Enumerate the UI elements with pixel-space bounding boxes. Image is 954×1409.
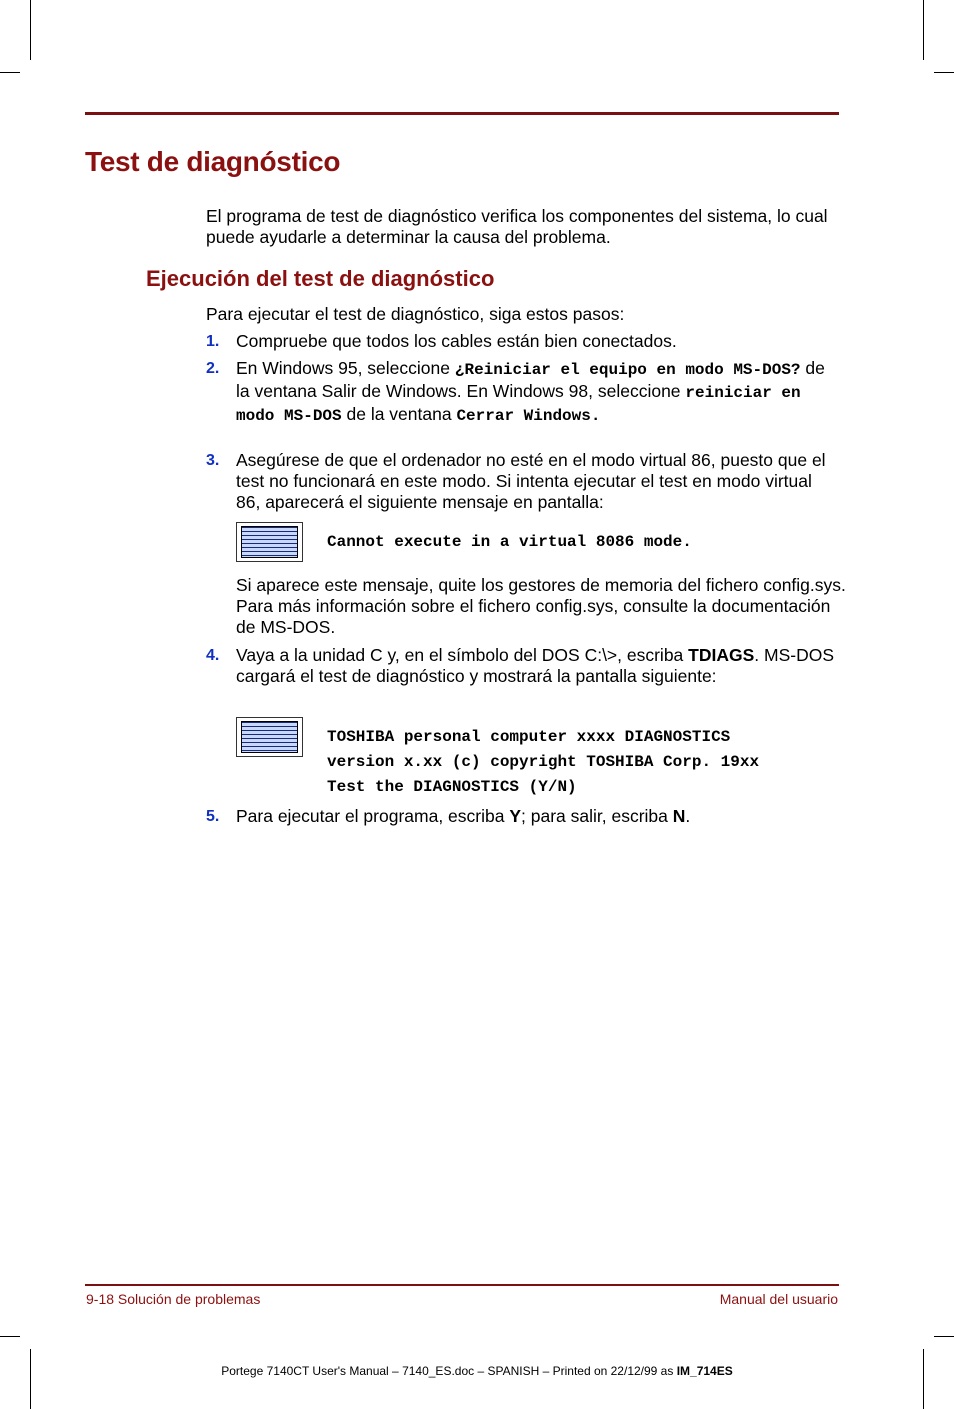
- step-number: 4.: [206, 647, 220, 664]
- crop-mark: [923, 1349, 924, 1409]
- step-text: Para ejecutar el programa, escriba Y; para salir, escriba N.: [236, 806, 691, 826]
- crop-mark: [934, 72, 954, 73]
- screen-line-2: version x.xx (c) copyright TOSHIBA Corp. 19xx: [327, 753, 760, 771]
- lead-paragraph: Para ejecutar el test de diagnóstico, siga estos pasos:: [206, 304, 625, 324]
- screen-line-1: TOSHIBA personal computer xxxx DIAGNOSTICS: [327, 728, 731, 746]
- menu-option-text: ¿Reiniciar el equipo en modo MS-DOS?: [454, 361, 801, 379]
- page-title: Test de diagnóstico: [85, 146, 341, 177]
- crop-mark: [923, 0, 924, 60]
- footer-rule: [85, 1284, 839, 1286]
- step-text: Asegúrese de que el ordenador no esté en el modo virtual 86, puesto que el test no funcionará en este modo. Si intenta ejecutar el test en modo virtual 86, aparecerá el siguiente mensaje en pantalla:: [236, 450, 826, 512]
- crop-mark: [0, 1336, 20, 1337]
- step-text: Compruebe que todos los cables están bien conectados.: [236, 331, 677, 351]
- screen-icon: [236, 717, 303, 757]
- screen-message: Cannot execute in a virtual 8086 mode.: [327, 533, 692, 551]
- step-number: 5.: [206, 808, 220, 825]
- crop-mark: [934, 1336, 954, 1337]
- step-number: 3.: [206, 452, 220, 469]
- step-3-note: Si aparece este mensaje, quite los gestores de memoria del fichero config.sys. Para más información sobre el fichero config.sys, consulte la documentación de MS-DOS.: [236, 575, 846, 637]
- menu-option-text: reiniciar en modo MS-DOS: [236, 384, 801, 425]
- print-info: Portege 7140CT User's Manual – 7140_ES.doc – SPANISH – Printed on 22/12/99 as IM_714ES: [221, 1364, 733, 1378]
- step-number: 1.: [206, 333, 220, 350]
- window-name-text: Cerrar Windows.: [456, 407, 601, 425]
- intro-paragraph: El programa de test de diagnóstico verifica los componentes del sistema, lo cual puede ayudarle a determinar la causa del problema.: [206, 206, 828, 247]
- crop-mark: [30, 0, 31, 60]
- step-text: Vaya a la unidad C y, en el símbolo del DOS C:\>, escriba TDIAGS. MS-DOS cargará el test de diagnóstico y mostrará la pantalla siguiente:: [236, 645, 835, 686]
- section-title: Ejecución del test de diagnóstico: [146, 266, 495, 291]
- screen-icon: [236, 522, 303, 562]
- footer-right: Manual del usuario: [719, 1291, 838, 1307]
- header-rule: [85, 112, 839, 115]
- step-number: 2.: [206, 360, 220, 377]
- command-text: TDIAGS: [688, 645, 755, 665]
- screen-line-3: Test the DIAGNOSTICS (Y/N): [327, 778, 577, 796]
- step-text: En Windows 95, seleccione ¿Reiniciar el equipo en modo MS-DOS? de la ventana Salir de Windows. En Windows 98, seleccione reiniciar en modo MS-DOS de la ventana Cerrar Windows.: [236, 358, 825, 425]
- footer-left: 9-18 Solución de problemas: [86, 1291, 261, 1307]
- crop-mark: [30, 1349, 31, 1409]
- crop-mark: [0, 72, 20, 73]
